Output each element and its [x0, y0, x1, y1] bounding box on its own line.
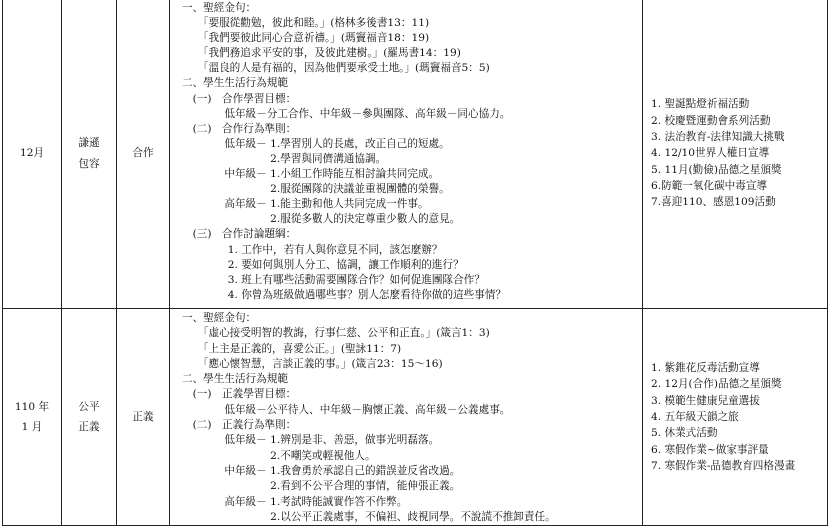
activity-item: 2. 校慶暨運動會系列活動 — [651, 114, 771, 127]
content-line: 低年級－公平待人、中年級－胸懷正義、高年級－公義處事。 — [182, 403, 511, 416]
table-row-january — [3, 309, 828, 526]
content-line: 1. 工作中，若有人與你意見不同，該怎麼辦？ — [182, 243, 443, 256]
content-line: 「虛心接受明智的教誨，行事仁慈、公平和正直。」(箴言1：3) — [182, 327, 490, 340]
content-line: 2. 要如何與別人分工、協調，讓工作順利的進行？ — [182, 258, 464, 271]
month-cell — [3, 0, 62, 309]
content-line: 中年級－ 1.小組工作時能互相討論共同完成。 — [182, 168, 440, 181]
month-year-label: 110 年 — [14, 400, 50, 413]
virtue-cell — [117, 0, 170, 309]
content-line: 高年級－ 1.考試時能誠實作答不作弊。 — [182, 495, 408, 508]
theme-line: 謙遜 — [78, 137, 100, 150]
content-line: 「上主是正義的，喜愛公正。」(聖詠11：7) — [182, 342, 402, 355]
virtue-cell — [117, 309, 170, 526]
theme-cell — [62, 0, 117, 309]
content-line: 「溫良的人是有福的，因為他們要承受土地。」(瑪竇福音5：5) — [182, 62, 490, 75]
content-line: 一、聖經金句： — [182, 2, 257, 14]
theme-cell — [62, 309, 117, 526]
content-line: 2.看到不公平合理的事情，能伸張正義。 — [182, 480, 461, 493]
content-line: 低年級－ 1.辨別是非、善惡，做事光明磊落。 — [182, 434, 440, 447]
activity-item: 5. 休業式活動 — [651, 427, 718, 440]
content-line: 4. 你曾為班級做過哪些事？別人怎麼看待你做的這些事情？ — [182, 288, 507, 301]
content-line: (一) 合作學習目標： — [182, 92, 297, 105]
content-line: (二) 正義行為準則： — [182, 419, 297, 432]
activity-item: 6.防範一氧化碳中毒宣導 — [651, 179, 768, 192]
content-line: (三) 合作討論題綱： — [182, 228, 297, 241]
theme-line: 包容 — [78, 157, 100, 170]
content-line: 「要服從勸勉，彼此和睦。」(格林多後書13：11) — [182, 17, 430, 30]
table-row-december — [3, 0, 828, 309]
virtue-label: 合作 — [132, 147, 154, 160]
month-label: 12月 — [19, 147, 45, 160]
content-line: 一、聖經金句： — [182, 312, 257, 324]
activity-item: 4. 五年級天韻之旅 — [651, 410, 739, 423]
content-line: 「我們務追求平安的事，及彼此建樹。」(羅馬書14：19) — [182, 47, 461, 60]
content-line: 「應心懷智慧，言談正義的事。」(箴言23：15～16) — [182, 357, 443, 370]
content-line: (一) 正義學習目標： — [182, 388, 297, 401]
content-line: 中年級－ 1.我會勇於承認自己的錯誤並反省改過。 — [182, 464, 461, 477]
activity-item: 2. 12月(合作)品德之星頒獎 — [651, 378, 782, 391]
activity-item: 3. 法治教育-法律知識大挑戰 — [651, 131, 785, 144]
content-line: 3. 班上有哪些活動需要團隊合作？如何促進團隊合作？ — [182, 273, 485, 286]
content-line: 2.服從多數人的決定尊重少數人的意見。 — [182, 213, 461, 226]
activity-item: 4. 12/10世界人權日宣導 — [651, 147, 770, 160]
activity-item: 7. 寒假作業-品德教育四格漫畫 — [651, 459, 796, 472]
activity-item: 7.喜迎110、感恩109活動 — [651, 196, 776, 209]
activity-item: 3. 模範生健康兒童選拔 — [651, 394, 760, 407]
theme-line: 公平 — [78, 400, 100, 413]
activities-cell — [643, 309, 828, 526]
theme-line: 正義 — [78, 421, 100, 434]
content-line: 二、學生生活行為規範 — [182, 373, 288, 386]
content-line: 2.學習與同儕溝通協調。 — [182, 152, 387, 165]
activity-item: 1. 紫錐花反毒活動宣導 — [651, 362, 760, 375]
content-line: 低年級－分工合作、中年級－參與團隊、高年級－同心協力。 — [182, 107, 511, 120]
content-line: 2.服從團隊的決議並重視團體的榮譽。 — [182, 183, 450, 196]
activity-item: 6. 寒假作業~做家事評量 — [651, 443, 769, 456]
content-cell — [170, 309, 643, 526]
content-line: 2.不嘲笑或輕視他人。 — [182, 449, 376, 462]
content-line: 「我們要彼此同心合意祈禱。」(瑪竇福音18：19) — [182, 32, 430, 45]
month-label: 1 月 — [21, 421, 43, 434]
content-line: 二、學生生活行為規範 — [182, 77, 288, 90]
content-line: 低年級－ 1.學習別人的長處，改正自己的短處。 — [182, 137, 450, 150]
activity-item: 1. 聖誕點燈祈福活動 — [651, 98, 750, 111]
monthly-virtue-plan-table — [2, 0, 828, 526]
content-line: 2.以公平正義處事，不偏袒、歧視同學。不說謊不推卸責任。 — [182, 510, 556, 523]
virtue-label: 正義 — [132, 411, 154, 424]
content-line: (二) 合作行為準則： — [182, 122, 297, 135]
month-cell — [3, 309, 62, 526]
activities-cell — [643, 0, 828, 309]
content-cell — [170, 0, 643, 309]
activity-item: 5. 11月(勤儉)品德之星頒獎 — [651, 163, 782, 176]
content-line: 高年級－ 1.能主動和他人共同完成一件事。 — [182, 198, 429, 211]
